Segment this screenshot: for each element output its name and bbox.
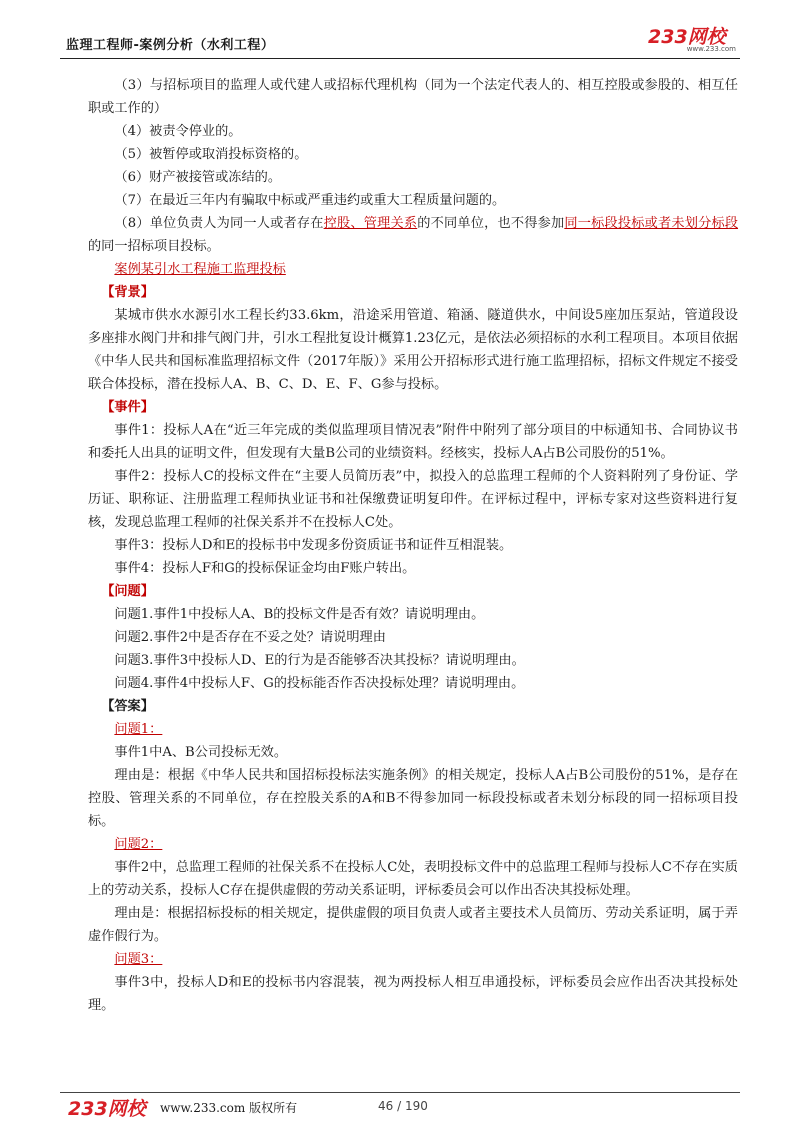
answer-2-label: 问题2：: [114, 837, 163, 852]
event-2: 事件2：投标人C的投标文件在“主要人员简历表”中，拟投入的总监理工程师的个人资料附列了身份证、学历证、职称证、注册监理工程师执业证书和社保缴费证明复印件。在评标过程中，评标专家对这些资料进行复核，发现总监理工程师的社保关系并不在投标人C处。: [88, 469, 738, 530]
background-label: 【背景】: [101, 285, 154, 300]
answer-1-label: 问题1：: [114, 722, 163, 737]
list-item-5: （5）被暂停或取消投标资格的。: [114, 147, 308, 162]
event-label: 【事件】: [101, 400, 154, 415]
answer-label: 【答案】: [101, 699, 154, 714]
event-3: 事件3：投标人D和E的投标书中发现多份资质证书和证件互相混装。: [114, 538, 513, 553]
item8-text-c: 的不同单位，也不得参加: [417, 216, 565, 231]
list-item-3: （3）与招标项目的监理人或代建人或招标代理机构（同为一个法定代表人的、相互控股或参股的、相互任职或工作的）: [88, 78, 738, 116]
answer-1-text-2: 理由是：根据《中华人民共和国招标投标法实施条例》的相关规定，投标人A占B公司股份的51%，是存在控股、管理关系的不同单位，存在控股关系的A和B不得参加同一标段投标或者未划分标段的同一招标项目投标。: [88, 768, 738, 829]
case-title: 案例某引水工程施工监理投标: [114, 262, 286, 277]
answer-1-text-1: 事件1中A、B公司投标无效。: [114, 745, 288, 760]
document-title: 监理工程师-案例分析（水利工程）: [66, 38, 275, 53]
answer-3-label: 问题3：: [114, 952, 163, 967]
question-2: 问题2.事件2中是否存在不妥之处？请说明理由: [114, 630, 386, 645]
question-3: 问题3.事件3中投标人D、E的行为是否能够否决其投标？请说明理由。: [114, 653, 525, 668]
page-content: [88, 74, 738, 1017]
answer-2-text-1: 事件2中，总监理工程师的社保关系不在投标人C处，表明投标文件中的总监理工程师与投标人C不存在实质上的劳动关系，投标人C存在提供虚假的劳动关系证明，评标委员会可以作出否决其投标处理。: [88, 860, 738, 898]
question-4: 问题4.事件4中投标人F、G的投标能否作否决投标处理？请说明理由。: [114, 676, 525, 691]
list-item-6: （6）财产被接管或冻结的。: [114, 170, 282, 185]
list-item-7: （7）在最近三年内有骗取中标或严重违约或重大工程质量问题的。: [114, 193, 506, 208]
highlight-same-section: 同一标段投标或者未划分标段: [564, 216, 739, 231]
question-1: 问题1.事件1中投标人A、B的投标文件是否有效？请说明理由。: [114, 607, 485, 622]
footer-copyright: www.233.com 版权所有: [160, 1101, 298, 1115]
item8-text-e: 的同一招标项目投标。: [88, 239, 220, 254]
logo-url: www.233.com: [686, 45, 736, 53]
event-1: 事件1：投标人A在“近三年完成的类似监理项目情况表”附件中附列了部分项目的中标通知书、合同协议书和委托人出具的证明文件，但发现有大量B公司的业绩资料。经核实，投标人A占B公司股份的51%。: [88, 423, 738, 461]
logo-text: 233网校: [648, 26, 726, 48]
case-title-row: [88, 258, 738, 281]
footer-logo: 233网校: [68, 1098, 146, 1120]
answer-3-text-1: 事件3中，投标人D和E的投标书内容混装，视为两投标人相互串通投标，评标委员会应作出否决其投标处理。: [88, 975, 738, 1013]
item8-text-a: （8）单位负责人为同一人或者存在: [114, 216, 324, 231]
header-divider: [60, 58, 740, 59]
answer-2-text-2: 理由是：根据招标投标的相关规定，提供虚假的项目负责人或者主要技术人员简历、劳动关系证明，属于弄虚作假行为。: [88, 906, 738, 944]
background-text: 某城市供水水源引水工程长约33.6km，沿途采用管道、箱涵、隧道供水，中间设5座加压泵站，管道段设多座排水阀门井和排气阀门井，引水工程批复设计概算1.23亿元，是依法必须招标的水利工程项目。本项目依据《中华人民共和国标准监理招标文件（2017年版）》采用公开招标形式进行施工监理招标，招标文件规定不接受联合体投标，潜在投标人A、B、C、D、E、F、G参与投标。: [88, 308, 738, 392]
list-item-8: [88, 212, 738, 258]
list-item-4: （4）被责令停业的。: [114, 124, 242, 139]
page-number: 46 / 190: [378, 1099, 428, 1113]
question-label: 【问题】: [101, 584, 154, 599]
page-footer: [60, 1090, 740, 1120]
page-header: [60, 28, 740, 58]
event-4: 事件4：投标人F和G的投标保证金均由F账户转出。: [114, 561, 416, 576]
highlight-control-relation: 控股、管理关系: [323, 216, 418, 231]
brand-logo: [648, 22, 740, 56]
